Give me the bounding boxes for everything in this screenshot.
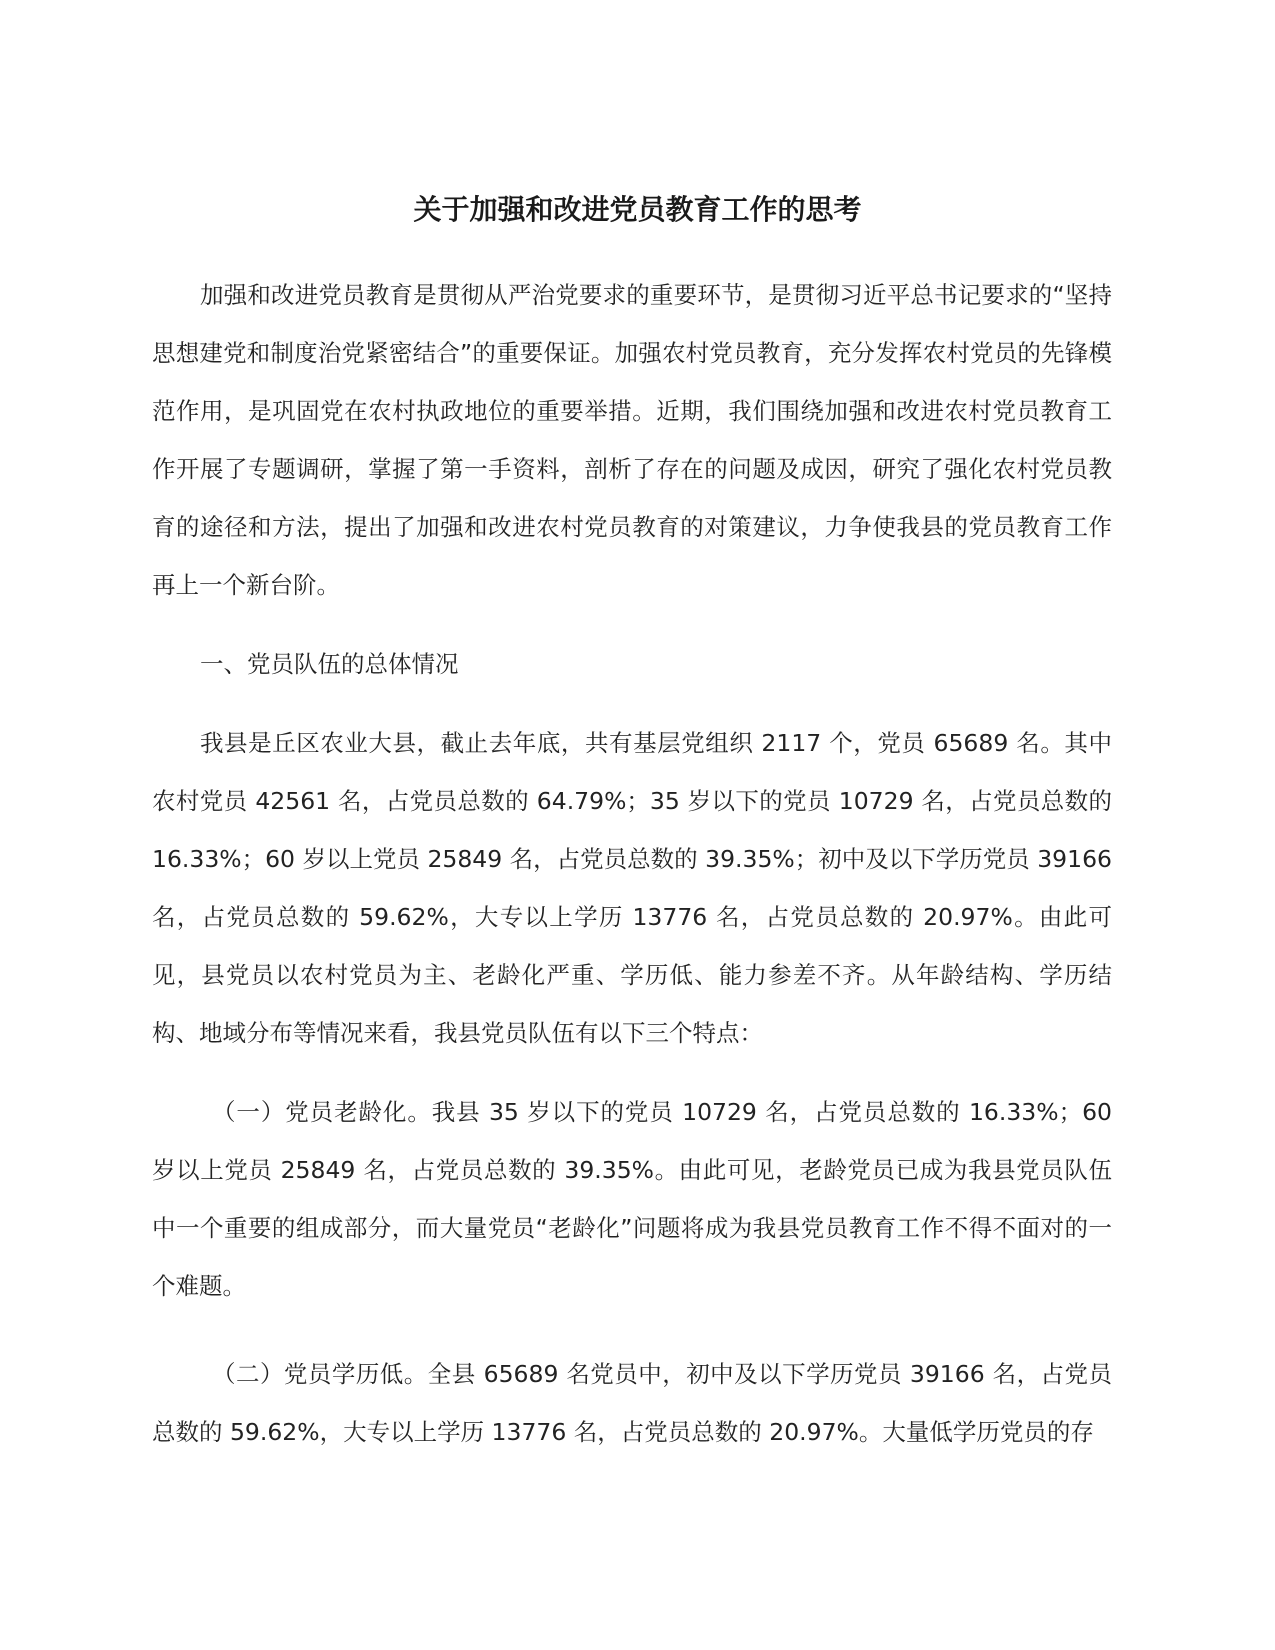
section-heading-overview: 一、党员队伍的总体情况 bbox=[200, 650, 459, 678]
point-education-paragraph: （二）党员学历低。全县 65689 名党员中，初中及以下学历党员 39166 名，占党员总数的 59.62%，大专以上学历 13776 名，占党员总数的 20.97%。大量低学历党员的存 bbox=[152, 1360, 1112, 1446]
point-aging-paragraph: （一）党员老龄化。我县 35 岁以下的党员 10729 名，占党员总数的 16.33%；60 岁以上党员 25849 名，占党员总数的 39.35%。由此可见，老龄党员已成为我县党员队伍中一个重要的组成部分，而大量党员“老龄化”问题将成为我县党员教育工作不得不面对的一个难题。 bbox=[152, 1098, 1112, 1300]
overview-paragraph: 我县是丘区农业大县，截止去年底，共有基层党组织 2117 个，党员 65689 名。其中农村党员 42561 名，占党员总数的 64.79%；35 岁以下的党员 10729 名，占党员总数的 16.33%；60 岁以上党员 25849 名，占党员总数的 39.35%；初中及以下学历党员 39166 名，占党员总数的 59.62%，大专以上学历 13776 名，占党员总数的 20.97%。由此可见，县党员以农村党员为主、老龄化严重、学历低、能力参差不齐。从年龄结构、学历结构、地域分布等情况来看，我县党员队伍有以下三个特点： bbox=[152, 729, 1112, 1047]
document-title: 关于加强和改进党员教育工作的思考 bbox=[413, 193, 862, 226]
intro-paragraph: 加强和改进党员教育是贯彻从严治党要求的重要环节，是贯彻习近平总书记要求的“坚持思想建党和制度治党紧密结合”的重要保证。加强农村党员教育，充分发挥农村党员的先锋模范作用，是巩固党在农村执政地位的重要举措。近期，我们围绕加强和改进农村党员教育工作开展了专题调研，掌握了第一手资料，剖析了存在的问题及成因，研究了强化农村党员教育的途径和方法，提出了加强和改进农村党员教育的对策建议，力争使我县的党员教育工作再上一个新台阶。 bbox=[152, 281, 1112, 599]
